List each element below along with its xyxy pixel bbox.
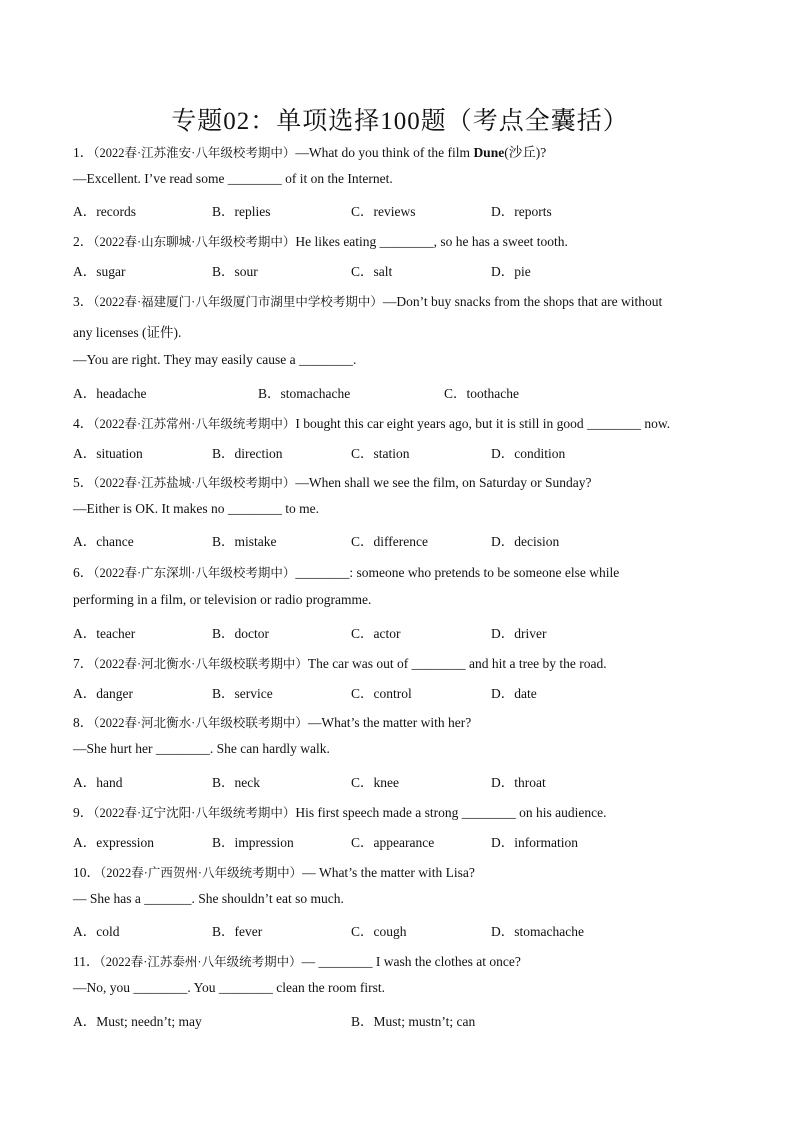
question-stem: —Don’t buy snacks from the shops that are without <box>382 294 663 309</box>
option-a[interactable]: A．expression <box>73 835 154 850</box>
option-c[interactable]: C．difference <box>351 534 428 549</box>
option-c[interactable]: C．reviews <box>351 204 416 219</box>
question-number: 1． <box>73 145 94 160</box>
option-a[interactable]: A．chance <box>73 534 134 549</box>
option-a[interactable]: A．records <box>73 204 136 219</box>
option-a[interactable]: A．danger <box>73 686 133 701</box>
option-a[interactable]: A．teacher <box>73 626 136 641</box>
question-line: — She has a _______. She shouldn’t eat so much. <box>73 891 344 906</box>
question-line: —Either is OK. It makes no ________ to me. <box>73 501 319 516</box>
question-2 <box>73 230 568 250</box>
option-a[interactable]: A．situation <box>73 446 143 461</box>
option-d[interactable]: D．condition <box>491 446 566 461</box>
option-c[interactable]: C．knee <box>351 775 399 790</box>
question-source: （2022春·江苏盐城·八年级校考期中） <box>93 476 296 490</box>
question-source: （2022春·福建厦门·八年级厦门市湖里中学校考期中） <box>93 295 383 309</box>
question-3 <box>73 290 662 310</box>
option-d[interactable]: D．pie <box>491 264 531 279</box>
question-stem: (沙丘)? <box>504 145 547 160</box>
question-stem: — What’s the matter with Lisa? <box>302 865 475 880</box>
question-number: 11． <box>73 954 100 969</box>
question-stem: —What do you think of the film <box>295 145 474 160</box>
question-4 <box>73 412 670 432</box>
question-stem: I bought this car eight years ago, but it is still in good ________ now. <box>295 416 671 431</box>
question-number: 8． <box>73 715 94 730</box>
question-number: 9． <box>73 805 94 820</box>
option-d[interactable]: D．information <box>491 835 578 850</box>
option-d[interactable]: D．stomachache <box>491 924 584 939</box>
option-b[interactable]: B．replies <box>212 204 271 219</box>
question-stem: His first speech made a strong ________ on his audience. <box>295 805 607 820</box>
option-b[interactable]: B．direction <box>212 446 283 461</box>
question-source: （2022春·江苏常州·八年级统考期中） <box>93 417 296 431</box>
option-a[interactable]: A．sugar <box>73 264 126 279</box>
question-line: —She hurt her ________. She can hardly walk. <box>73 741 330 756</box>
option-d[interactable]: D．decision <box>491 534 560 549</box>
question-source: （2022春·山东聊城·八年级校考期中） <box>93 235 296 249</box>
option-d[interactable]: D．driver <box>491 626 547 641</box>
question-source: （2022春·辽宁沈阳·八年级统考期中） <box>93 806 296 820</box>
option-d[interactable]: D．reports <box>491 204 552 219</box>
question-number: 6． <box>73 565 94 580</box>
option-b[interactable]: B．mistake <box>212 534 277 549</box>
question-5 <box>73 471 592 491</box>
option-d[interactable]: D．date <box>491 686 537 701</box>
question-10 <box>73 861 475 881</box>
option-c[interactable]: C．salt <box>351 264 393 279</box>
question-source: （2022春·广东深圳·八年级校考期中） <box>93 566 296 580</box>
option-b[interactable]: B．stomachache <box>258 386 351 401</box>
question-line: any licenses (证件). <box>73 325 182 340</box>
option-a[interactable]: A．headache <box>73 386 147 401</box>
question-source: （2022春·江苏泰州·八年级统考期中） <box>99 955 302 969</box>
question-11 <box>73 950 521 970</box>
question-stem: —What’s the matter with her? <box>307 715 472 730</box>
question-number: 7． <box>73 656 94 671</box>
question-source: （2022春·河北衡水·八年级校联考期中） <box>93 716 308 730</box>
option-b[interactable]: B．impression <box>212 835 294 850</box>
question-stem: — ________ I wash the clothes at once? <box>301 954 521 969</box>
option-b[interactable]: B．service <box>212 686 273 701</box>
option-b[interactable]: B．sour <box>212 264 258 279</box>
question-stem: The car was out of ________ and hit a tree by the road. <box>307 656 607 671</box>
question-line: —Excellent. I’ve read some ________ of it on the Internet. <box>73 171 393 186</box>
option-a[interactable]: A．Must; needn’t; may <box>73 1014 202 1029</box>
question-6 <box>73 561 619 581</box>
option-a[interactable]: A．hand <box>73 775 123 790</box>
option-b[interactable]: B．fever <box>212 924 263 939</box>
option-b[interactable]: B．Must; mustn’t; can <box>351 1014 476 1029</box>
question-stem: ________: someone who pretends to be someone else while <box>295 565 620 580</box>
question-line: performing in a film, or television or radio programme. <box>73 592 372 607</box>
option-c[interactable]: C．cough <box>351 924 407 939</box>
option-c[interactable]: C．station <box>351 446 410 461</box>
question-number: 10． <box>73 865 100 880</box>
question-line: —You are right. They may easily cause a ________. <box>73 352 357 367</box>
question-1 <box>73 141 546 161</box>
option-b[interactable]: B．neck <box>212 775 260 790</box>
option-d[interactable]: D．throat <box>491 775 546 790</box>
question-number: 4． <box>73 416 94 431</box>
question-stem: He likes eating ________, so he has a sweet tooth. <box>295 234 568 249</box>
question-stem: —When shall we see the film, on Saturday or Sunday? <box>295 475 592 490</box>
question-number: 3． <box>73 294 94 309</box>
question-7 <box>73 652 607 672</box>
question-8 <box>73 711 471 731</box>
question-9 <box>73 801 607 821</box>
option-c[interactable]: C．control <box>351 686 412 701</box>
option-c[interactable]: C．actor <box>351 626 401 641</box>
page-title: 专题02：单项选择100题（考点全囊括） <box>171 108 629 135</box>
question-source: （2022春·广西贺州·八年级统考期中） <box>100 866 303 880</box>
question-number: 5． <box>73 475 94 490</box>
option-b[interactable]: B．doctor <box>212 626 269 641</box>
question-line: —No, you ________. You ________ clean the room first. <box>73 980 385 995</box>
question-number: 2． <box>73 234 94 249</box>
option-a[interactable]: A．cold <box>73 924 120 939</box>
option-c[interactable]: C．appearance <box>351 835 435 850</box>
option-c[interactable]: C．toothache <box>444 386 519 401</box>
question-stem-bold: Dune <box>473 145 505 160</box>
question-source: （2022春·江苏淮安·八年级校考期中） <box>93 146 296 160</box>
question-source: （2022春·河北衡水·八年级校联考期中） <box>93 657 308 671</box>
